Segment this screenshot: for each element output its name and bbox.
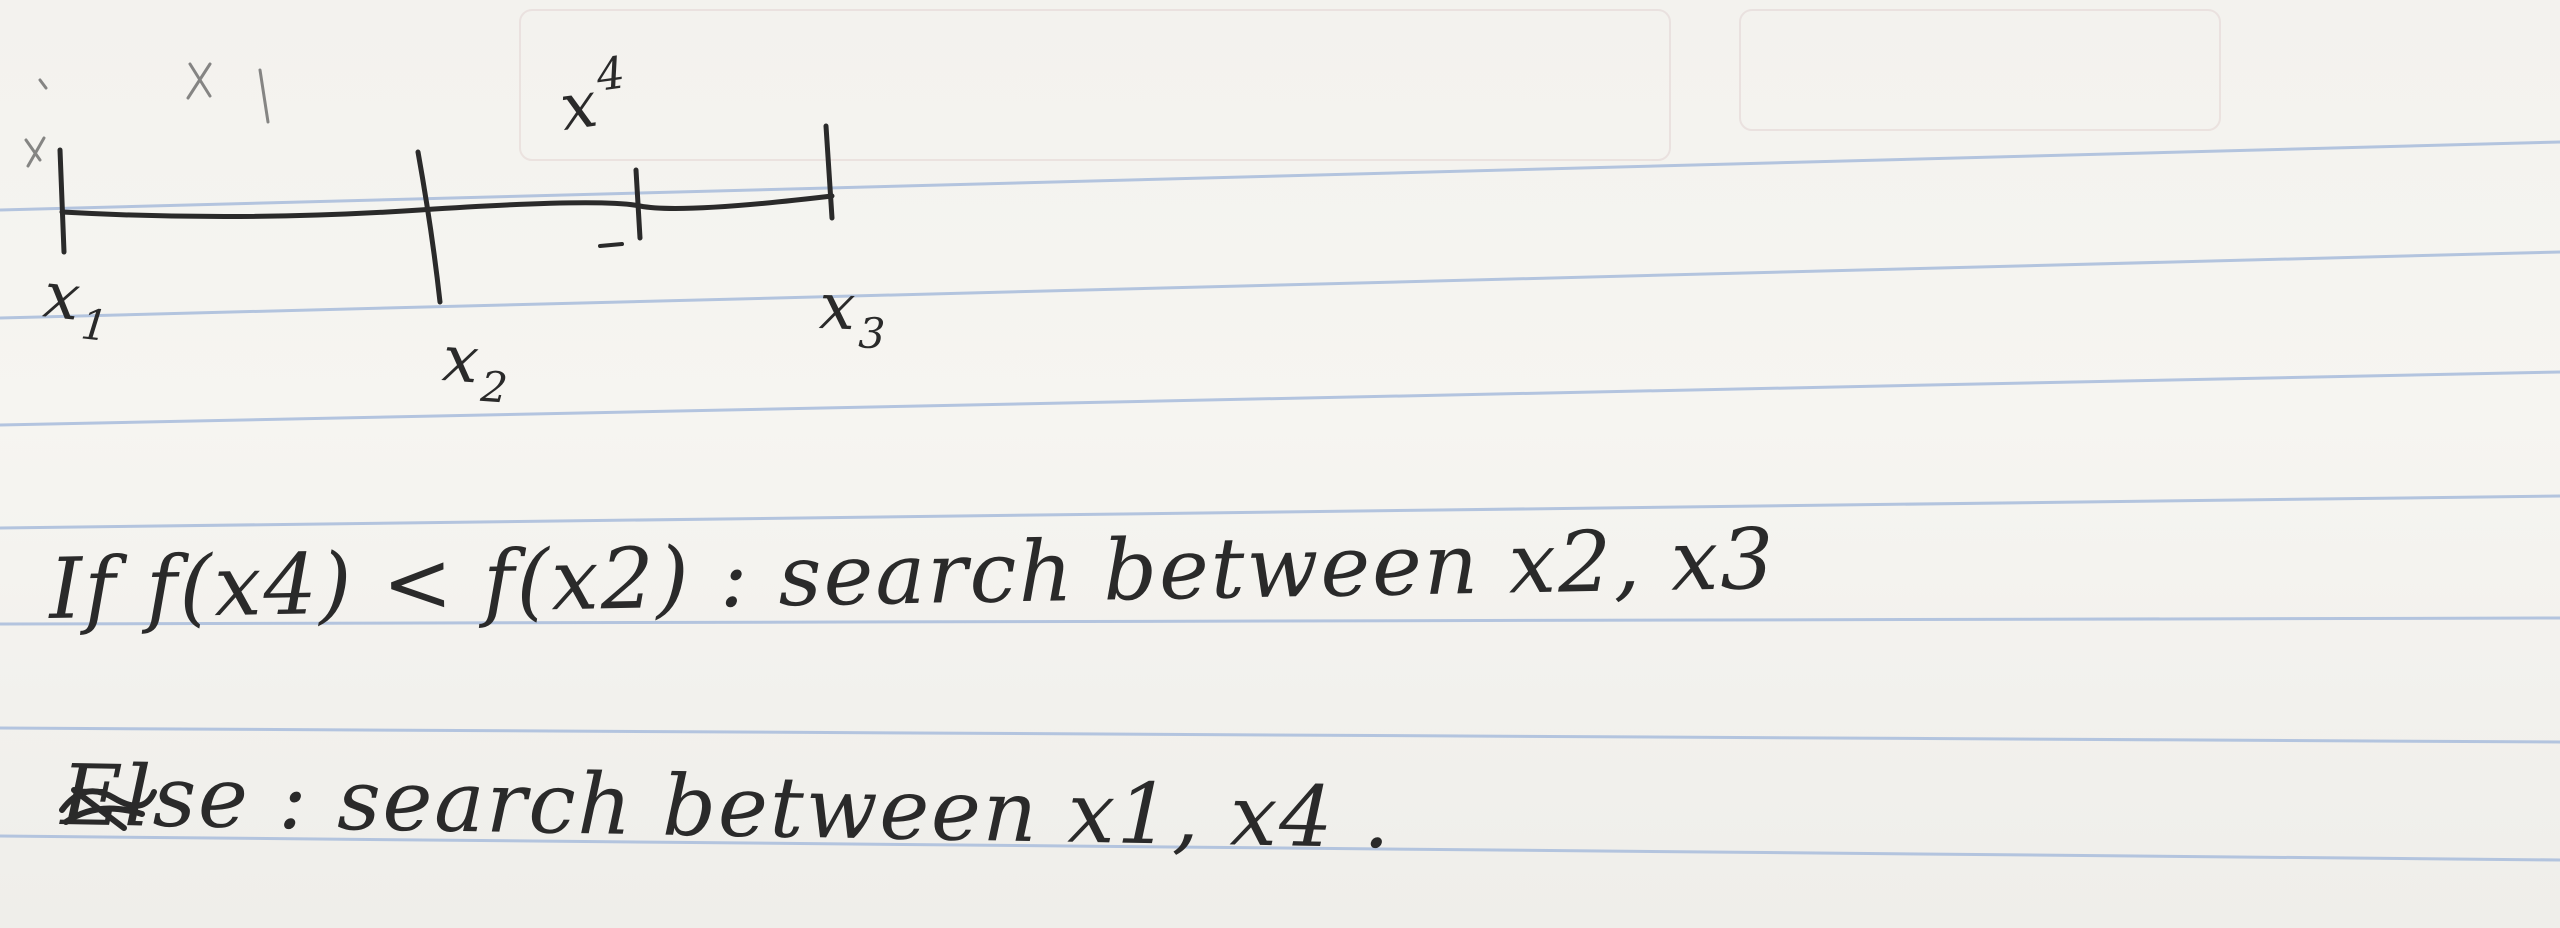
- tick-x2: [418, 152, 440, 302]
- tick-x1: [60, 150, 64, 252]
- label-x2: $x_2$: [440, 322, 510, 413]
- note-line-2: Else : search between x1, x4 .: [60, 746, 1393, 868]
- tick-x4: [636, 170, 640, 238]
- label-x3: $x_3$: [818, 270, 887, 359]
- number-line: [62, 196, 832, 217]
- note-line-1: If f(x4) < f(x2) : search between x2, x3: [48, 509, 1777, 638]
- label-x1: $x_1$: [40, 258, 111, 351]
- scribble-mark: [54, 770, 164, 840]
- tick-x3: [826, 126, 832, 218]
- label-x4: $x^4$: [555, 47, 629, 146]
